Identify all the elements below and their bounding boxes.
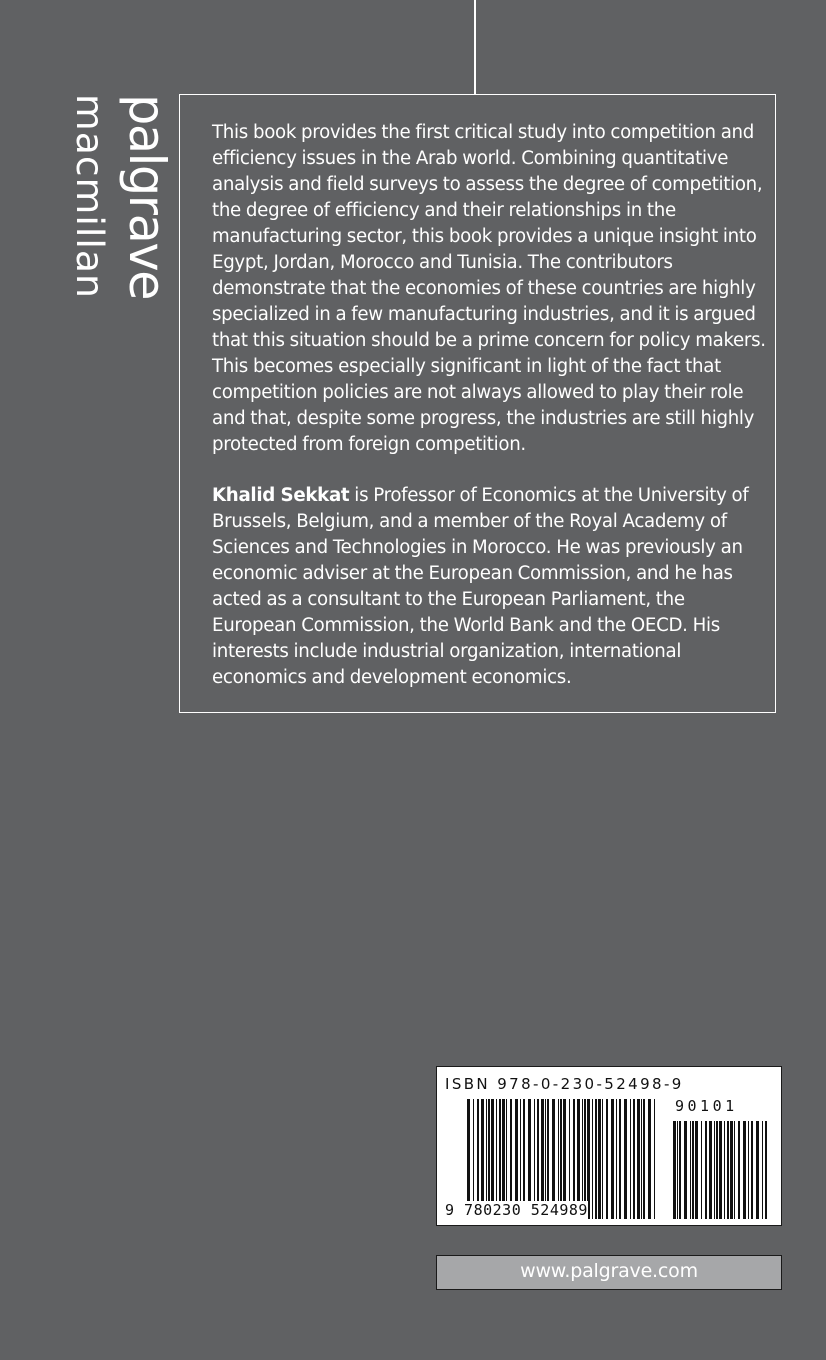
description-panel — [179, 94, 776, 713]
price-addon-digits: 90101 — [675, 1097, 738, 1115]
website-url: www.palgrave.com — [520, 1260, 698, 1282]
author-bio-text: is Professor of Economics at the University of Brussels, Belgium, and a member of the Royal Academy of Sciences and Technologies in Morocco. He was previously an economic adviser at the European Commission, and he has acted as a consultant to the European Parliament, the European Commission, the World Bank and the OECD. His interests include industrial organization, international economics and development economics. — [212, 485, 749, 688]
logo-palgrave-text: palgrave — [118, 94, 176, 302]
logo-macmillan-text: macmillan — [68, 94, 111, 296]
book-description: This book provides the first critical study into competition and efficiency issues in the Arab world. Combining quantitative analysis and field surveys to assess the degree of competition, the degree of efficiency and their relationships in the manufacturing sector, this book provides a unique insight into Egypt, Jordan, Morocco and Tunisia. The contributors demonstrate that the economies of these countries are highly specialized in a few manufacturing industries, and it is argued that this situation should be a prime concern for policy makers. This becomes especially significant in light of the fact that competition policies are not always allowed to play their role and that, despite some progress, the industries are still highly protected from foreign competition. — [212, 122, 766, 455]
website-bar — [436, 1255, 782, 1290]
isbn-label: ISBN 978-0-230-52498-9 — [445, 1075, 684, 1093]
author-biography — [212, 483, 772, 691]
isbn-barcode-panel — [436, 1066, 782, 1226]
author-name: Khalid Sekkat — [212, 485, 350, 506]
top-divider-line — [474, 0, 476, 95]
palgrave-macmillan-logo — [44, 92, 176, 302]
ean-digits: 9 780230 524989 — [445, 1201, 588, 1219]
